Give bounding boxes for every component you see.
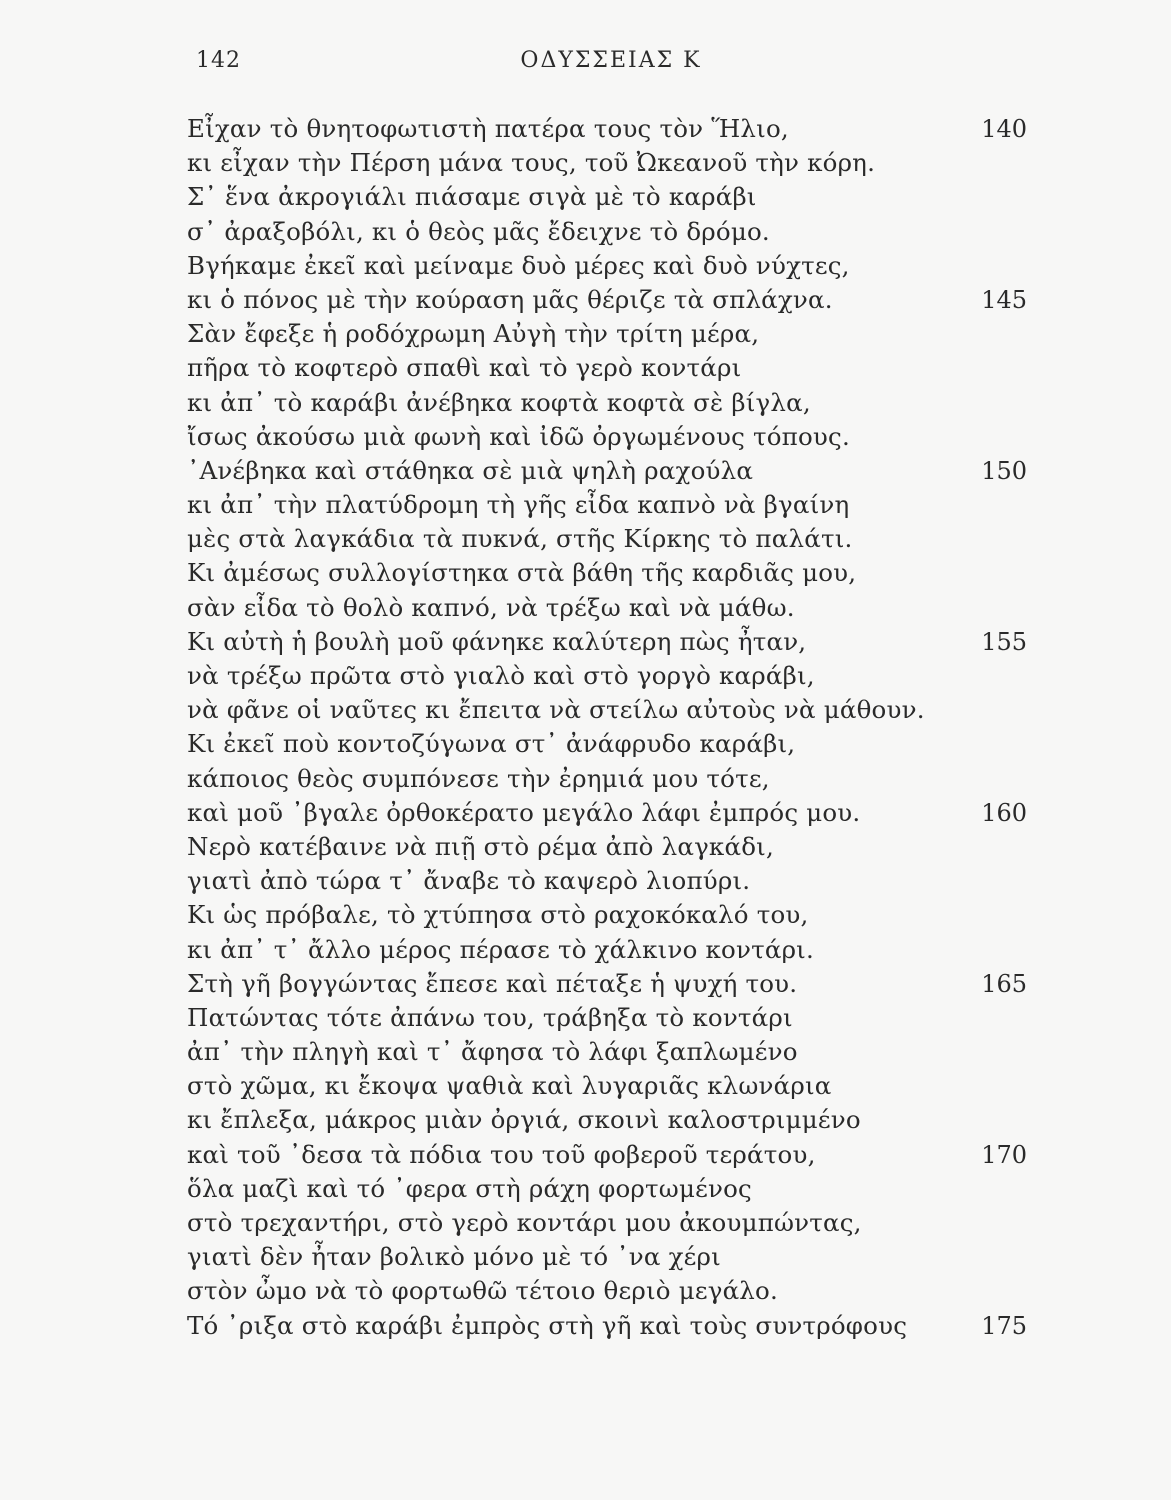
verse-line: [187, 1274, 1027, 1308]
verse-text: καὶ μοῦ ᾿βγαλε ὀρθοκέρατο μεγάλο λάφι ἐμπρός μου.: [187, 797, 861, 827]
line-number: 145: [981, 285, 1027, 314]
verse-line: [187, 933, 1027, 967]
verse-line: [187, 1172, 1027, 1206]
verse-text: Νερὸ κατέβαινε νὰ πιῇ στὸ ρέμα ἀπὸ λαγκάδι,: [187, 831, 774, 861]
line-number: 165: [981, 969, 1027, 998]
verse-text: στὸ χῶμα, κι ἔκοψα ψαθιὰ καὶ λυγαριᾶς κλωνάρια: [187, 1071, 832, 1101]
verse-line: [187, 659, 1027, 693]
verse-text: ᾿Ανέβηκα καὶ στάθηκα σὲ μιὰ ψηλὴ ραχούλα: [187, 455, 754, 485]
verse-line: [187, 1035, 1027, 1069]
verse-text: Στὴ γῆ βογγώντας ἔπεσε καὶ πέταξε ἡ ψυχή του.: [187, 968, 798, 998]
verse-text: κάποιος θεὸς συμπόνεσε τὴν ἐρημιά μου τότε,: [187, 763, 770, 793]
verse-text: Κι ἀμέσως συλλογίστηκα στὰ βάθη τῆς καρδιᾶς μου,: [187, 558, 857, 588]
line-number: 160: [981, 798, 1027, 827]
poem-text: [187, 112, 1027, 1343]
line-number: 170: [981, 1140, 1027, 1169]
verse-line: [187, 386, 1027, 420]
verse-line: [187, 1240, 1027, 1274]
verse-text: νὰ φᾶνε οἱ ναῦτες κι ἔπειτα νὰ στείλω αὐτοὺς νὰ μάθουν.: [187, 695, 925, 725]
verse-line: [187, 625, 1027, 659]
verse-line: [187, 1103, 1027, 1137]
verse-text: στὸν ὦμο νὰ τὸ φορτωθῶ τέτοιο θεριὸ μεγάλο.: [187, 1276, 778, 1306]
verse-text: στὸ τρεχαντήρι, στὸ γερὸ κοντάρι μου ἀκουμπώντας,: [187, 1208, 862, 1237]
verse-text: σὰν εἶδα τὸ θολὸ καπνό, νὰ τρέξω καὶ νὰ μάθω.: [187, 592, 795, 622]
verse-text: Σὰν ἔφεξε ἡ ροδόχρωμη Αὐγὴ τὴν τρίτη μέρα,: [187, 319, 760, 349]
verse-line: [187, 796, 1027, 830]
verse-text: κι ὁ πόνος μὲ τὴν κούραση μᾶς θέριζε τὰ σπλάχνα.: [187, 284, 833, 314]
verse-line: [187, 522, 1027, 556]
verse-line: [187, 1001, 1027, 1035]
verse-text: ἴσως ἀκούσω μιὰ φωνὴ καὶ ἰδῶ ὀργωμένους τόπους.: [187, 421, 850, 451]
line-number: 140: [981, 115, 1027, 143]
verse-text: Κι ἐκεῖ ποὺ κοντοζύγωνα στ᾿ ἀνάφρυδο καράβι,: [187, 729, 796, 759]
verse-text: Πατώντας τότε ἀπάνω του, τράβηξα τὸ κοντάρι: [187, 1002, 793, 1032]
verse-text: κι ἀπ᾿ τὴν πλατύδρομη τὴ γῆς εἶδα καπνὸ νὰ βγαίνη: [187, 490, 850, 520]
verse-text: νὰ τρέξω πρῶτα στὸ γιαλὸ καὶ στὸ γοργὸ καράβι,: [187, 661, 815, 690]
verse-text: Τό ᾿ριξα στὸ καράβι ἐμπρὸς στὴ γῆ καὶ τοὺς συντρόφους: [187, 1310, 908, 1340]
verse-line: [187, 180, 1027, 214]
page-number: 142: [196, 48, 241, 73]
verse-line: [187, 283, 1027, 317]
verse-line: [187, 556, 1027, 590]
verse-line: [187, 249, 1027, 283]
verse-text: μὲς στὰ λαγκάδια τὰ πυκνά, στῆς Κίρκης τὸ παλάτι.: [187, 524, 853, 554]
verse-line: [187, 215, 1027, 249]
verse-text: κι εἶχαν τὴν Πέρση μάνα τους, τοῦ Ὠκεανοῦ τὴν κόρη.: [187, 148, 876, 178]
verse-line: [187, 727, 1027, 761]
verse-line: [187, 830, 1027, 864]
verse-line: [187, 351, 1027, 385]
verse-text: κι ἀπ᾿ τ᾿ ἄλλο μέρος πέρασε τὸ χάλκινο κοντάρι.: [187, 934, 814, 964]
verse-text: καὶ τοῦ ᾿δεσα τὰ πόδια του τοῦ φοβεροῦ τεράτου,: [187, 1139, 816, 1169]
line-number: 155: [981, 627, 1027, 656]
verse-text: κι ἔπλεξα, μάκρος μιὰν ὀργιά, σκοινὶ καλοστριμμένο: [187, 1105, 861, 1135]
verse-text: κι ἀπ᾿ τὸ καράβι ἀνέβηκα κοφτὰ κοφτὰ σὲ βίγλα,: [187, 387, 811, 417]
verse-line: [187, 146, 1027, 180]
verse-text: ἀπ᾿ τὴν πληγὴ καὶ τ᾿ ἄφησα τὸ λάφι ξαπλωμένο: [187, 1037, 798, 1067]
page-header: [196, 48, 1026, 78]
verse-line: [187, 420, 1027, 454]
verse-text: Κι ὡς πρόβαλε, τὸ χτύπησα στὸ ραχοκόκαλό του,: [187, 900, 809, 930]
verse-line: [187, 317, 1027, 351]
verse-line: [187, 1138, 1027, 1172]
verse-line: [187, 762, 1027, 796]
verse-text: πῆρα τὸ κοφτερὸ σπαθὶ καὶ τὸ γερὸ κοντάρι: [187, 353, 742, 383]
verse-text: Εἶχαν τὸ θνητοφωτιστὴ πατέρα τους τὸν Ἥλιο,: [187, 114, 789, 143]
verse-line: [187, 454, 1027, 488]
running-title: ΟΔΥΣΣΕΙΑΣ Κ: [520, 48, 702, 73]
verse-text: Σ᾿ ἕνα ἀκρογιάλι πιάσαμε σιγὰ μὲ τὸ καράβι: [187, 182, 757, 212]
verse-text: Βγήκαμε ἐκεῖ καὶ μείναμε δυὸ μέρες καὶ δυὸ νύχτες,: [187, 250, 850, 280]
verse-line: [187, 864, 1027, 898]
verse-line: [187, 967, 1027, 1001]
verse-line: [187, 1206, 1027, 1240]
verse-line: [187, 898, 1027, 932]
verse-line: [187, 488, 1027, 522]
verse-text: Κι αὐτὴ ἡ βουλὴ μοῦ φάνηκε καλύτερη πὼς ἦταν,: [187, 626, 807, 656]
verse-line: [187, 1069, 1027, 1103]
verse-text: σ᾿ ἀραξοβόλι, κι ὁ θεὸς μᾶς ἔδειχνε τὸ δρόμο.: [187, 216, 770, 246]
line-number: 150: [981, 456, 1027, 485]
verse-text: γιατὶ ἀπὸ τώρα τ᾿ ἄναβε τὸ καψερὸ λιοπύρι.: [187, 866, 751, 896]
verse-text: ὅλα μαζὶ καὶ τό ᾿φερα στὴ ράχη φορτωμένος: [187, 1173, 752, 1203]
verse-text: γιατὶ δὲν ἦταν βολικὸ μόνο μὲ τό ᾿να χέρι: [187, 1242, 721, 1272]
verse-line: [187, 1309, 1027, 1343]
verse-line: [187, 693, 1027, 727]
verse-line: [187, 112, 1027, 146]
line-number: 175: [981, 1311, 1027, 1340]
verse-line: [187, 591, 1027, 625]
